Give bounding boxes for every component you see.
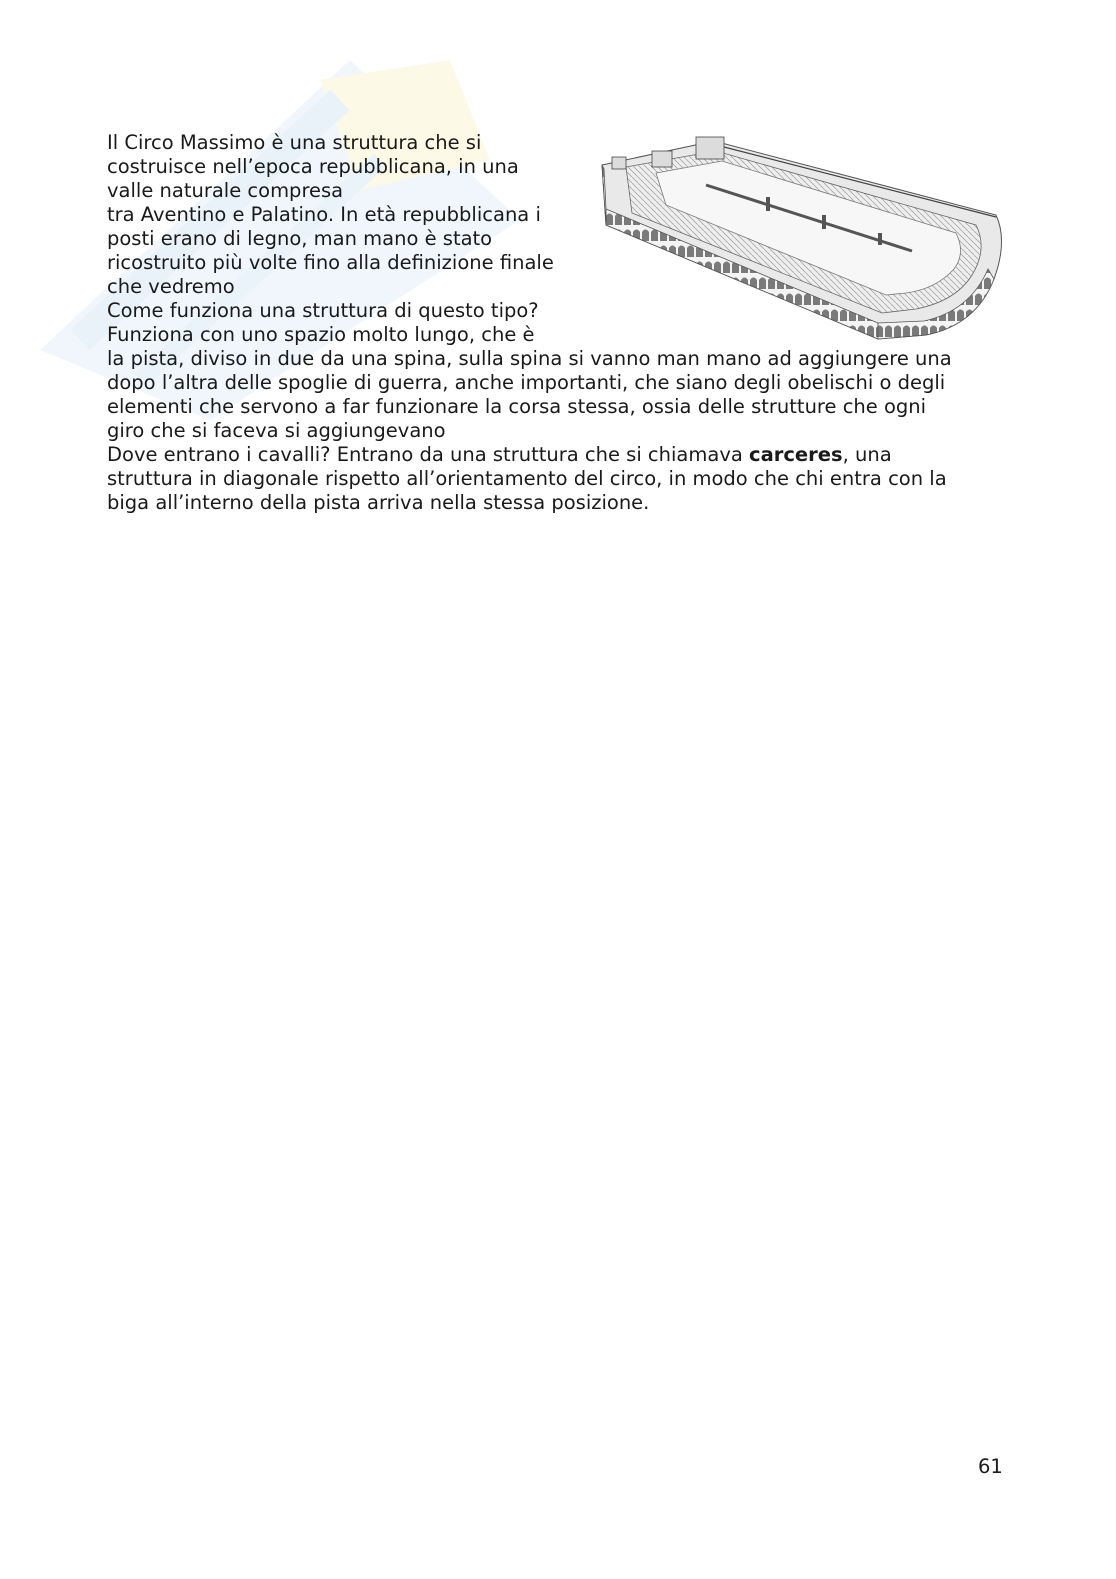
bold-term-carceres: carceres bbox=[749, 443, 843, 466]
text-line bbox=[107, 443, 1012, 467]
text-line: posti erano di legno, man mano è stato bbox=[107, 227, 493, 250]
text-line: la pista, diviso in due da una spina, sulla spina si vanno man mano ad aggiungere una bbox=[107, 347, 952, 370]
text-line: elementi che servono a far funzionare la corsa stessa, ossia delle strutture che ogni bbox=[107, 395, 927, 418]
text-line: che vedremo bbox=[107, 275, 235, 298]
text-line: valle naturale compresa bbox=[107, 179, 344, 202]
text-line: dopo l’altra delle spoglie di guerra, anche importanti, che siano degli obelischi o degli bbox=[107, 371, 946, 394]
text-line: tra Aventino e Palatino. In età repubblicana i bbox=[107, 203, 541, 226]
text-segment: Dove entrano i cavalli? Entrano da una struttura che si chiamava bbox=[107, 443, 750, 466]
text-line: costruisce nell’epoca repubblicana, in una bbox=[107, 155, 519, 178]
text-line: giro che si faceva si aggiungevano bbox=[107, 419, 446, 442]
text-line: Come funziona una struttura di questo tipo? bbox=[107, 299, 539, 322]
circus-maximus-illustration-icon bbox=[596, 129, 1004, 341]
page-number: 61 bbox=[978, 1455, 1003, 1478]
text-line: Il Circo Massimo è una struttura che si bbox=[107, 131, 482, 154]
text-line: ricostruito più volte fino alla definizione finale bbox=[107, 251, 554, 274]
text-line: struttura in diagonale rispetto all’orientamento del circo, in modo che chi entra con la bbox=[107, 467, 947, 490]
text-line: biga all’interno della pista arriva nella stessa posizione. bbox=[107, 491, 650, 514]
text-segment: , una bbox=[842, 443, 892, 466]
text-line: Funziona con uno spazio molto lungo, che è bbox=[107, 323, 535, 346]
